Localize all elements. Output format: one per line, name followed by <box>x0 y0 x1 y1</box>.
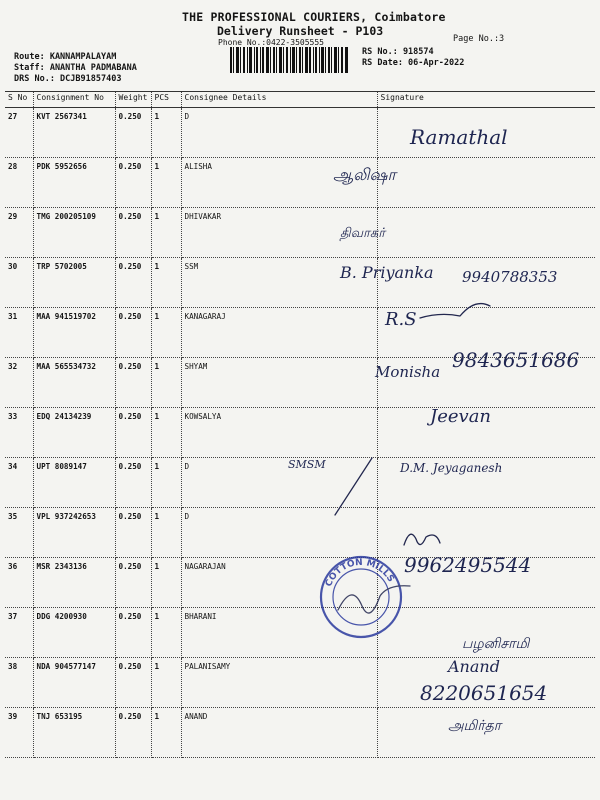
signature-row-32-phone: 9843651686 <box>452 348 580 372</box>
page-number: Page No.:3 <box>453 34 505 44</box>
rs-date: RS Date: 06-Apr-2022 <box>362 58 465 68</box>
cell-pcs: 1 <box>151 608 181 658</box>
stamp-text: COTTON MILLS <box>324 557 396 589</box>
cell-pcs: 1 <box>151 308 181 358</box>
cell-consignee: NAGARAJAN <box>181 558 377 608</box>
cell-sno: 28 <box>5 158 33 208</box>
cell-sno: 27 <box>5 108 33 158</box>
cell-signature <box>377 258 595 308</box>
cell-consignment: KVT 2567341 <box>33 108 115 158</box>
cell-pcs: 1 <box>151 108 181 158</box>
table-row <box>5 158 595 208</box>
cell-signature <box>377 558 595 608</box>
cell-consignment: TMG 200205109 <box>33 208 115 258</box>
signature-row-27: Ramathal <box>410 125 508 149</box>
cell-consignment: MAA 941519702 <box>33 308 115 358</box>
cell-consignment: TRP 5702005 <box>33 258 115 308</box>
barcode-icon <box>230 47 348 73</box>
cell-consignee: DHIVAKAR <box>181 208 377 258</box>
cell-weight: 0.250 <box>115 108 151 158</box>
table-header-row <box>5 92 595 108</box>
cell-consignment: EDQ 24134239 <box>33 408 115 458</box>
cell-signature <box>377 608 595 658</box>
cell-consignment: TNJ 653195 <box>33 708 115 758</box>
signature-row-38: பழனிசாமி <box>462 636 530 652</box>
col-header-consignee: Consignee Details <box>181 92 377 108</box>
cell-weight: 0.250 <box>115 658 151 708</box>
runsheet-title: Delivery Runsheet - P103 <box>217 24 384 38</box>
signature-row-39-phone: 8220651654 <box>420 681 548 705</box>
cell-pcs: 1 <box>151 158 181 208</box>
cell-weight: 0.250 <box>115 558 151 608</box>
cell-weight: 0.250 <box>115 158 151 208</box>
cell-consignee: ALISHA <box>181 158 377 208</box>
table-row <box>5 658 595 708</box>
signature-row-39-name: Anand <box>448 657 500 676</box>
cell-signature <box>377 108 595 158</box>
cell-pcs: 1 <box>151 658 181 708</box>
signature-row-33: Jeevan <box>430 406 492 427</box>
cell-weight: 0.250 <box>115 408 151 458</box>
cell-consignment: UPT 8089147 <box>33 458 115 508</box>
cell-signature <box>377 308 595 358</box>
cell-signature <box>377 508 595 558</box>
cell-weight: 0.250 <box>115 458 151 508</box>
route-label: Route: KANNAMPALAYAM <box>14 52 117 62</box>
cell-pcs: 1 <box>151 258 181 308</box>
table-row <box>5 458 595 508</box>
col-header-sno: S No <box>5 92 33 108</box>
cell-pcs: 1 <box>151 708 181 758</box>
cell-weight: 0.250 <box>115 508 151 558</box>
cell-weight: 0.250 <box>115 358 151 408</box>
cell-sno: 32 <box>5 358 33 408</box>
cell-signature <box>377 658 595 708</box>
table-row <box>5 308 595 358</box>
cell-consignee: D <box>181 508 377 558</box>
cell-sno: 36 <box>5 558 33 608</box>
table-row <box>5 608 595 658</box>
table-row <box>5 258 595 308</box>
cell-consignee: D <box>181 108 377 158</box>
cell-consignment: MAA 565534732 <box>33 358 115 408</box>
cell-signature <box>377 708 595 758</box>
staff-label: Staff: ANANTHA PADMABANA <box>14 63 137 73</box>
signature-row-30-phone: 9940788353 <box>462 268 558 286</box>
col-header-signature: Signature <box>377 92 595 108</box>
cell-signature <box>377 208 595 258</box>
cell-pcs: 1 <box>151 408 181 458</box>
signature-row-30-name: B. Priyanka <box>340 263 434 282</box>
cell-pcs: 1 <box>151 458 181 508</box>
route-staff-block <box>14 52 137 85</box>
cell-weight: 0.250 <box>115 608 151 658</box>
cell-pcs: 1 <box>151 508 181 558</box>
signature-row-32-name: Monisha <box>375 363 441 381</box>
cell-pcs: 1 <box>151 558 181 608</box>
table-row <box>5 508 595 558</box>
cell-consignment: NDA 904577147 <box>33 658 115 708</box>
cell-sno: 34 <box>5 458 33 508</box>
table-row <box>5 408 595 458</box>
table-row <box>5 558 595 608</box>
cell-sno: 31 <box>5 308 33 358</box>
signature-row-28: ஆலிஷா <box>333 165 396 184</box>
cell-signature <box>377 408 595 458</box>
signature-row-34-left: SMSM <box>288 458 326 471</box>
cell-sno: 30 <box>5 258 33 308</box>
cell-consignee: PALANISAMY <box>181 658 377 708</box>
cell-sno: 33 <box>5 408 33 458</box>
drs-number: DRS No.: DCJB91857403 <box>14 74 122 84</box>
col-header-pcs: PCS <box>151 92 181 108</box>
table-row <box>5 208 595 258</box>
cell-consignee: KANAGARAJ <box>181 308 377 358</box>
signature-row-34-right: D.M. Jeyaganesh <box>400 461 503 475</box>
table-row <box>5 708 595 758</box>
cell-sno: 37 <box>5 608 33 658</box>
signature-row-31: R.S <box>385 309 417 330</box>
cell-sno: 35 <box>5 508 33 558</box>
signature-row-36-phone: 9962495544 <box>404 553 532 577</box>
company-name: THE PROFESSIONAL COURIERS, Coimbatore <box>182 10 446 24</box>
rs-info-block <box>362 47 464 69</box>
cell-consignee: KOWSALYA <box>181 408 377 458</box>
cell-consignment: VPL 937242653 <box>33 508 115 558</box>
cell-weight: 0.250 <box>115 258 151 308</box>
col-header-consignment: Consignment No <box>33 92 115 108</box>
cell-pcs: 1 <box>151 358 181 408</box>
rs-number: RS No.: 918574 <box>362 47 434 57</box>
cell-signature <box>377 458 595 508</box>
cell-consignee: SSM <box>181 258 377 308</box>
cell-consignment: PDK 5952656 <box>33 158 115 208</box>
cell-consignment: DDG 4200930 <box>33 608 115 658</box>
cell-weight: 0.250 <box>115 308 151 358</box>
cell-weight: 0.250 <box>115 208 151 258</box>
cell-sno: 38 <box>5 658 33 708</box>
cell-pcs: 1 <box>151 208 181 258</box>
signature-row-29: திவாகர் <box>340 226 385 241</box>
cell-sno: 39 <box>5 708 33 758</box>
cell-consignee: ANAND <box>181 708 377 758</box>
cell-weight: 0.250 <box>115 708 151 758</box>
cell-consignee: D <box>181 458 377 508</box>
cell-signature <box>377 158 595 208</box>
cell-consignee: BHARANI <box>181 608 377 658</box>
phone-number: Phone No.:0422-3505555 <box>218 38 324 47</box>
cell-consignee: SHYAM <box>181 358 377 408</box>
signature-row-39-extra: அமிர்தா <box>448 718 502 734</box>
runsheet-table <box>5 91 595 758</box>
cell-consignment: MSR 2343136 <box>33 558 115 608</box>
table-row <box>5 358 595 408</box>
col-header-weight: Weight <box>115 92 151 108</box>
cell-sno: 29 <box>5 208 33 258</box>
table-row <box>5 108 595 158</box>
cell-signature <box>377 358 595 408</box>
